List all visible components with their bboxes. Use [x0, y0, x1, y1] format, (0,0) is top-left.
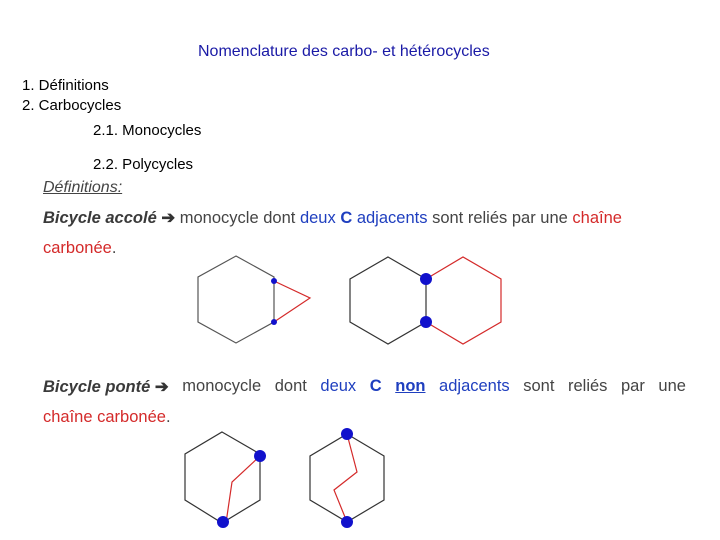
- bridgehead-atom: [420, 316, 432, 328]
- accole-period: .: [111, 239, 117, 257]
- fused-bicycle-large: [350, 257, 501, 344]
- hexagon-ring: [350, 257, 426, 344]
- bridgehead-atom: [420, 273, 432, 285]
- accole-text-1: monocycle dont: [179, 209, 296, 227]
- bridgehead-atom: [254, 450, 266, 462]
- hexagon-ring: [185, 432, 260, 523]
- accole-text-deux: deux: [299, 209, 336, 227]
- arrow-icon: ➔: [161, 209, 176, 227]
- arrow-icon: ➔: [154, 378, 169, 396]
- ponte-text-chaine-carbonee: chaîne carbonée: [43, 408, 166, 426]
- outline-item-definitions: 1. Définitions: [22, 77, 109, 94]
- ponte-word-adjacents: adjacents: [439, 377, 510, 395]
- ponte-word: par: [621, 377, 645, 395]
- bridgehead-atom: [217, 516, 229, 528]
- carbon-chain: [226, 456, 260, 523]
- carbon-chain: [426, 257, 501, 344]
- outline-item-monocycles: 2.1. Monocycles: [93, 122, 202, 139]
- page-title: Nomenclature des carbo- et hétérocycles: [198, 43, 490, 60]
- ponte-word: reliés: [568, 377, 608, 395]
- fused-bicycle-small: [198, 256, 310, 343]
- accole-text-adjacents: adjacents: [356, 209, 428, 227]
- accole-text-chaine: chaîne: [572, 209, 622, 227]
- ponte-word: dont: [274, 377, 307, 395]
- hexagon-ring: [198, 256, 274, 343]
- carbon-chain: [334, 434, 357, 522]
- outline-item-carbocycles: 2. Carbocycles: [22, 97, 122, 114]
- bridgehead-atom: [341, 516, 353, 528]
- outline-item-polycycles: 2.2. Polycycles: [93, 156, 194, 173]
- ponte-period: .: [165, 408, 171, 426]
- hexagon-ring: [310, 434, 384, 522]
- ponte-word-non: non: [395, 377, 426, 395]
- ponte-word: sont: [523, 377, 555, 395]
- accole-text-carbonee: carbonée: [43, 239, 112, 257]
- ponte-word: monocycle: [182, 377, 262, 395]
- bridged-bicycle-1: [185, 432, 266, 528]
- ponte-word-c: C: [369, 377, 382, 395]
- ponte-word-deux: deux: [320, 377, 357, 395]
- accole-term: Bicycle accolé: [43, 209, 157, 227]
- accole-text-c: C: [340, 209, 353, 227]
- section-heading: Définitions:: [43, 179, 123, 196]
- ponte-term: Bicycle ponté: [43, 378, 151, 396]
- bridgehead-atom: [271, 319, 277, 325]
- ponte-word: une: [658, 377, 686, 395]
- bridged-bicycle-2: [310, 428, 384, 528]
- bridgehead-atom: [271, 278, 277, 284]
- accole-text-2: sont reliés par une: [432, 209, 568, 227]
- bridgehead-atom: [341, 428, 353, 440]
- carbon-chain: [274, 281, 310, 322]
